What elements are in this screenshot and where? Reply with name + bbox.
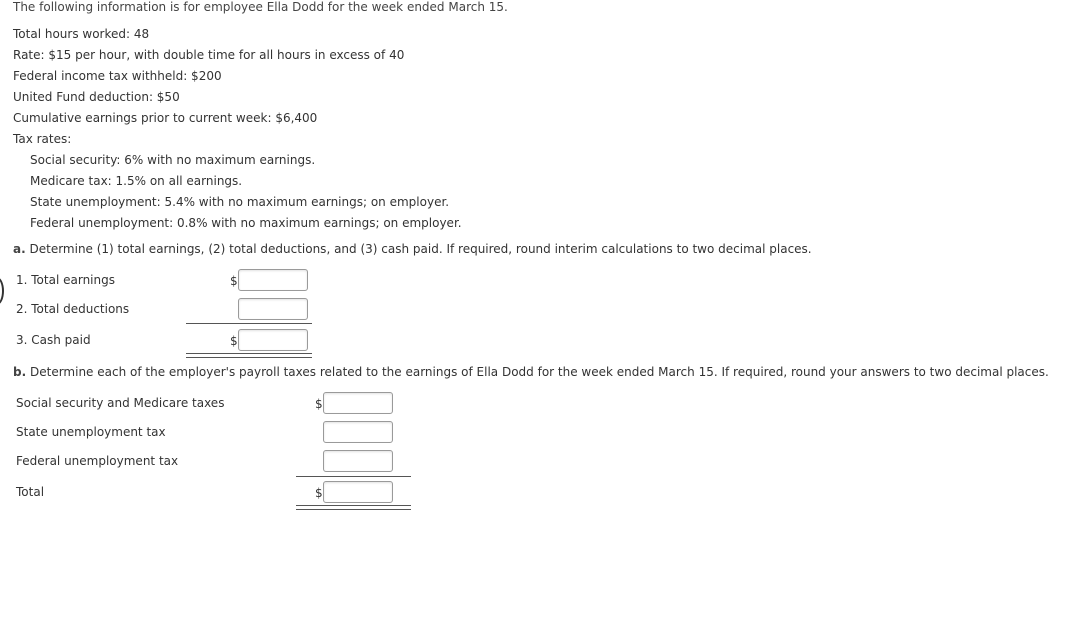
tax-rate-medicare: Medicare tax: 1.5% on all earnings. xyxy=(30,174,243,188)
part-a-text: Determine (1) total earnings, (2) total deductions, and (3) cash paid. If required, round interim calculations to two decimal places. xyxy=(29,242,812,256)
payroll-tax-total-label: Total xyxy=(16,485,45,499)
part-b-subtotal-rule xyxy=(296,476,411,477)
cash-paid-label: 3. Cash paid xyxy=(16,333,91,347)
total-earnings-label: 1. Total earnings xyxy=(16,273,115,287)
part-a-subtotal-rule xyxy=(186,323,312,324)
total-deductions-label: 2. Total deductions xyxy=(16,302,130,316)
intro-text: The following information is for employee Ella Dodd for the week ended March 15. xyxy=(13,0,508,14)
part-b-letter: b. xyxy=(13,365,27,379)
total-earnings-input[interactable] xyxy=(238,269,308,291)
part-a-instruction xyxy=(13,242,812,256)
ss-medicare-label: Social security and Medicare taxes xyxy=(16,396,225,410)
part-a-total-double-rule xyxy=(186,353,312,358)
tax-rates-heading: Tax rates: xyxy=(13,132,72,146)
fact-united-fund: United Fund deduction: $50 xyxy=(13,90,180,104)
part-b-instruction xyxy=(13,365,1049,379)
cash-paid-input[interactable] xyxy=(238,329,308,351)
tax-rate-social-security: Social security: 6% with no maximum earnings. xyxy=(30,153,316,167)
cash-paid-dollar-sign: $ xyxy=(230,334,238,348)
state-unemployment-label: State unemployment tax xyxy=(16,425,166,439)
fact-cumulative-earnings: Cumulative earnings prior to current week: $6,400 xyxy=(13,111,318,125)
tax-rate-state-unemployment: State unemployment: 5.4% with no maximum earnings; on employer. xyxy=(30,195,450,209)
federal-unemployment-label: Federal unemployment tax xyxy=(16,454,179,468)
page-edge-marker xyxy=(0,277,4,305)
ss-medicare-dollar-sign: $ xyxy=(315,397,323,411)
payroll-tax-total-input[interactable] xyxy=(323,481,393,503)
total-earnings-dollar-sign: $ xyxy=(230,274,238,288)
fact-federal-income-tax: Federal income tax withheld: $200 xyxy=(13,69,222,83)
total-deductions-input[interactable] xyxy=(238,298,308,320)
fact-rate: Rate: $15 per hour, with double time for all hours in excess of 40 xyxy=(13,48,405,62)
federal-unemployment-input[interactable] xyxy=(323,450,393,472)
part-a-letter: a. xyxy=(13,242,26,256)
part-b-text: Determine each of the employer's payroll taxes related to the earnings of Ella Dodd for the week ended March 15. If required, round your answers to two decimal places. xyxy=(29,365,1049,379)
state-unemployment-input[interactable] xyxy=(323,421,393,443)
payroll-tax-total-dollar-sign: $ xyxy=(315,486,323,500)
fact-total-hours: Total hours worked: 48 xyxy=(13,27,150,41)
part-b-total-double-rule xyxy=(296,505,411,510)
tax-rate-federal-unemployment: Federal unemployment: 0.8% with no maximum earnings; on employer. xyxy=(30,216,462,230)
ss-medicare-input[interactable] xyxy=(323,392,393,414)
